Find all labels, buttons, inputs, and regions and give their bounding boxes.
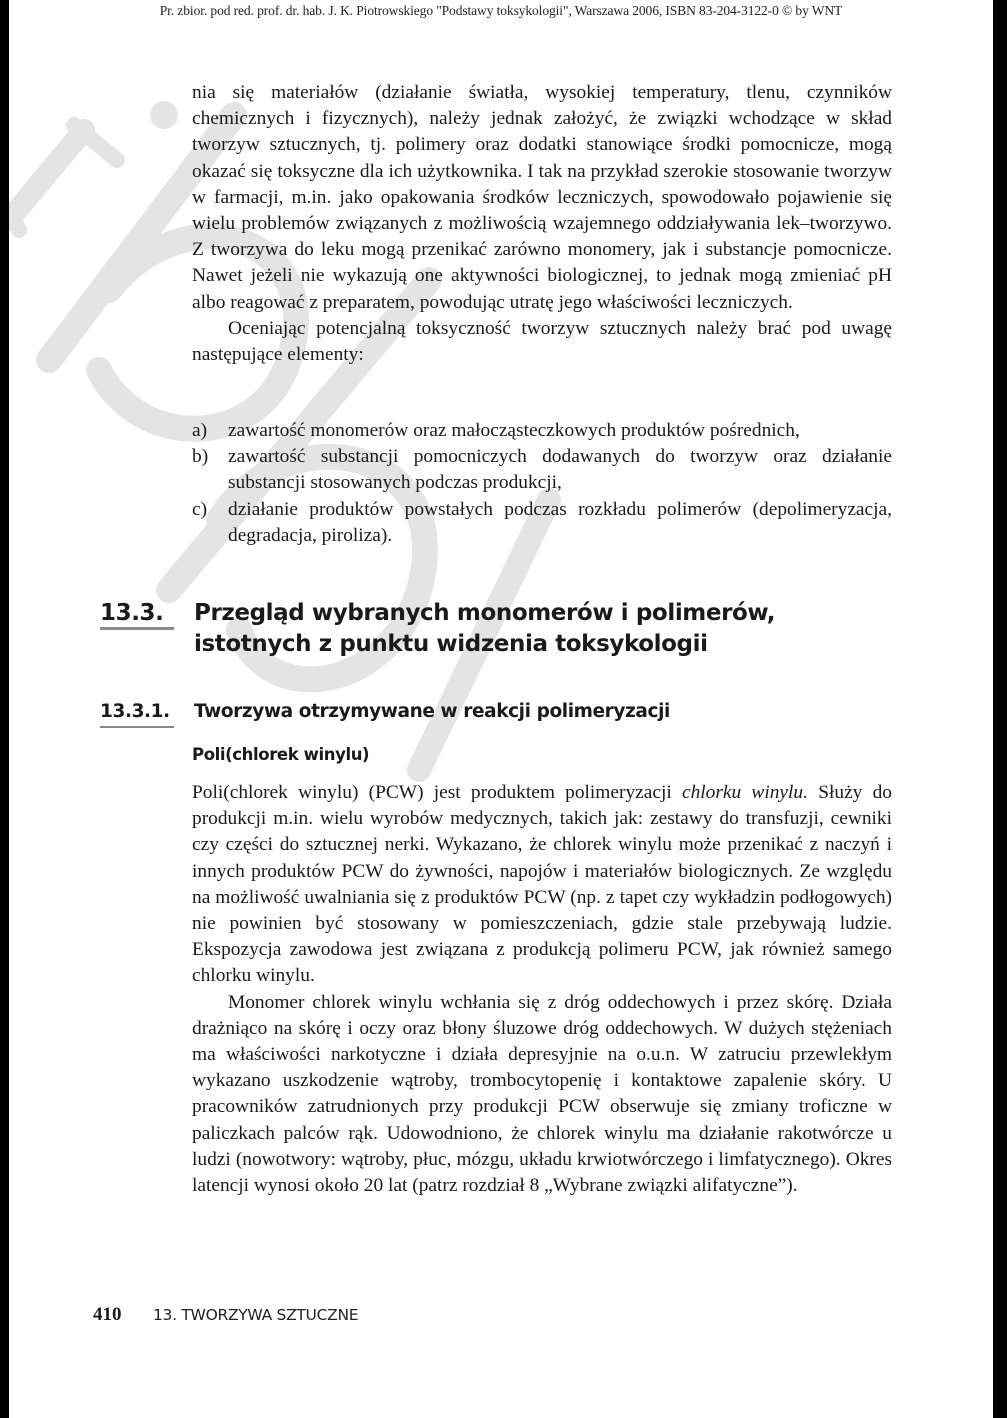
list-item [192, 444, 892, 496]
section-number: 13.3. [100, 598, 194, 660]
list-marker: a) [192, 420, 208, 441]
topic-heading: Poli(chlorek winylu) [192, 745, 370, 764]
list-item [192, 497, 892, 549]
paragraph: Oceniając potencjalną toksyczność tworzyw sztucznych należy brać pod uwagę następujące elementy: [192, 317, 892, 366]
list-item [192, 418, 892, 444]
document-page [9, 0, 993, 1418]
text-run: Służy do produkcji m.in. wielu wyrobów medycznych, takich jak: zestawy do transfuzji, cewniki czy części do sztucznej nerki. Wykazano, że chlorek winylu może przenikać z naczyń i innych produktów PCW do żywności, napojów i materiałów biologicznych. Ze względu na możliwość uwalniania się z produktów PCW (np. z tapet czy wykładzin podłogowych) nie powinien być stosowany w pomieszczeniach, gdzie stale przebywają ludzie. Ekspozycja zawodowa jest związana z produkcją polimeru PCW, jak również samego chlorku winylu. [192, 782, 892, 987]
subsection-title: Tworzywa otrzymywane w reakcji polimeryzacji [194, 701, 670, 722]
intro-block [192, 80, 892, 368]
italic-term: chlorku winylu. [681, 782, 808, 803]
text-run: Poli(chlorek winylu) (PCW) jest produktem polimeryzacji [192, 782, 682, 803]
section-title: Przegląd wybranych monomerów i polimerów, istotnych z punktu widzenia toksykologii [194, 600, 776, 657]
list-marker: c) [192, 498, 208, 520]
subsection-number: 13.3.1. [100, 699, 194, 725]
page-footer [93, 1304, 358, 1326]
citation-header: Pr. zbior. pod red. prof. dr. hab. J. K. Piotrowskiego "Podstawy toksykologii", Warszawa 2006, ISBN 83-204-3122-0 © by WNT [159, 3, 843, 18]
list-item-text: zawartość substancji pomocniczych dodawanych do tworzyw oraz działanie substancji stosowanych podczas produkcji, [228, 446, 892, 494]
list-marker: b) [192, 446, 209, 468]
chapter-running-title: 13. TWORZYWA SZTUCZNE [153, 1306, 359, 1324]
page-number: 410 [93, 1304, 122, 1325]
paragraph [192, 780, 892, 990]
section-heading [100, 598, 900, 660]
paragraph: Monomer chlorek winylu wchłania się z dróg oddechowych i przez skórę. Działa drażniąco na skórę i oczy oraz błony śluzowe dróg oddechowych. W dużych stężeniach ma właściwości narkotyczne i działa depresyjnie na o.u.n. W zatruciu przewlekłym wykazano uszkodzenie wątroby, trombocytopenię i kontaktowe zapalenie skóry. U pracowników zatrudnionych przy produkcji PCW obserwuje się zmiany troficzne w paliczkach palców rąk. Udowodniono, że chlorek winylu ma działanie rakotwórcze u ludzi (nowotwory: wątroby, płuc, mózgu, układu krwiotwórczego i limfatycznego). Okres latencji wynosi około 20 lat (patrz rozdział 8 „Wybrane związki alifatyczne”). [192, 991, 892, 1197]
list-item-text: działanie produktów powstałych podczas rozkładu polimerów (depolimeryzacja, degradacja, piroliza). [228, 498, 892, 546]
subsection-heading [100, 699, 900, 725]
elements-list [192, 418, 892, 549]
list-item-text: zawartość monomerów oraz małocząsteczkowych produktów pośrednich, [228, 420, 800, 441]
topic-block [192, 780, 892, 1199]
paragraph: nia się materiałów (działanie światła, wysokiej temperatury, tlenu, czynników chemicznych i fizycznych), należy jednak założyć, że związki wchodzące w skład tworzyw sztucznych, tj. polimery oraz dodatki stanowiące środki pomocnicze, mogą okazać się toksyczne dla ich użytkownika. I tak na przykład szerokie stosowanie tworzyw w farmacji, m.in. jako opakowania środków leczniczych, spowodowało pojawienie się wielu problemów związanych z możliwością wzajemnego oddziaływania lek–tworzywo. Z tworzywa do leku mogą przenikać zarówno monomery, jak i substancje pomocnicze. Nawet jeżeli nie wykazują one aktywności biologicznej, to jednak mogą zmieniać pH albo reagować z preparatem, powodując utratę jego właściwości leczniczych. [192, 82, 892, 313]
